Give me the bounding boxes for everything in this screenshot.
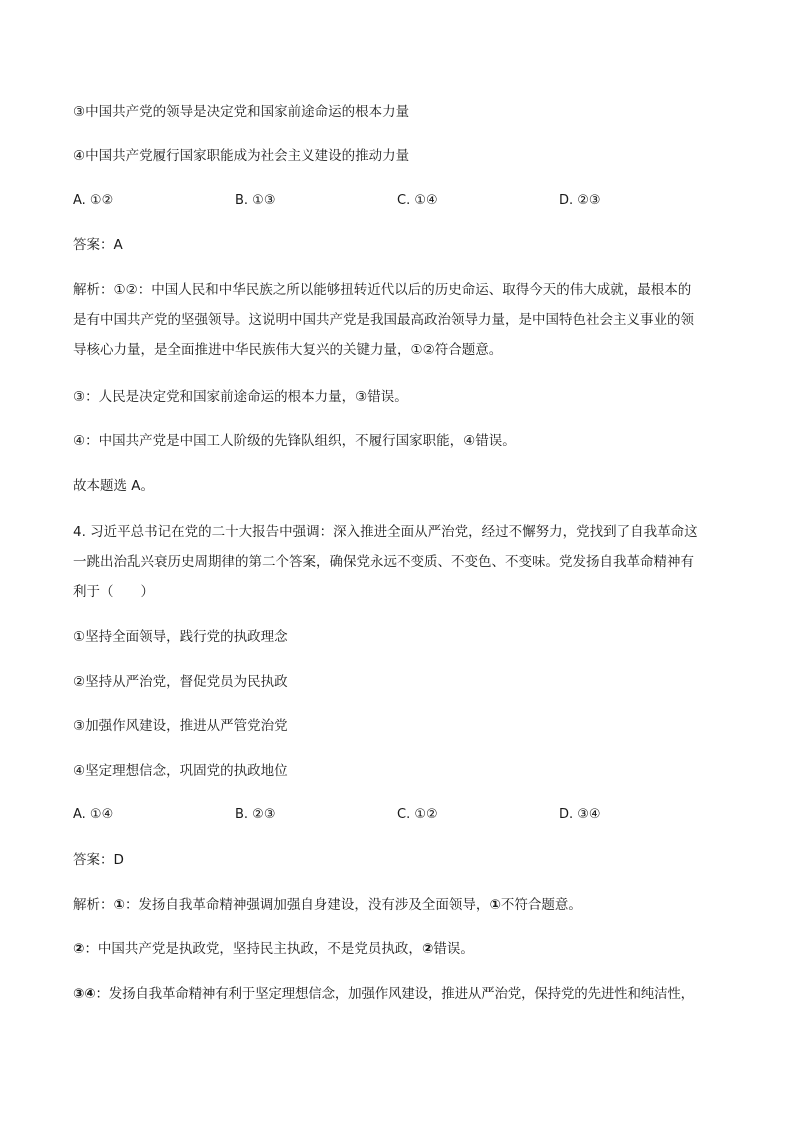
q4-analysis-num-1: ① (113, 897, 125, 913)
q4-analysis-prefix: 解析： (73, 897, 114, 913)
q4-analysis-point-34 (73, 985, 723, 1003)
q4-choice-c: C. ①② (397, 807, 438, 822)
q4-choices (73, 806, 723, 824)
q4-option-2: ②坚持从严治党，督促党员为民执政 (73, 674, 288, 690)
q4-stem-line-2: 一跳出治乱兴衰历史周期律的第二个答案，确保党永远不变质、不变色、不变味。党发扬自我革命精神有 (73, 554, 694, 570)
q3-choice-d: D. ②③ (559, 193, 601, 208)
q4-analysis-num-34: ③④ (73, 986, 96, 1002)
q4-analysis-num-2b: ② (421, 941, 434, 957)
q4-analysis-tail-2: 错误。 (433, 941, 474, 957)
q4-analysis-num-1b: ① (489, 897, 501, 913)
q4-option-3: ③加强作风建设，推进从严管党治党 (73, 718, 288, 734)
q4-answer: 答案：D (73, 852, 124, 868)
q3-analysis-paragraph (73, 275, 723, 365)
q4-analysis-tail-1: 不符合题意。 (500, 897, 582, 913)
q3-analysis-line-3: 导核心力量，是全面推进中华民族伟大复兴的关键力量，①②符合题意。 (73, 342, 503, 358)
q4-analysis-text-2: ：中国共产党是执政党，坚持民主执政，不是党员执政， (84, 941, 422, 957)
q4-stem-line-3: 利于（ ） (73, 584, 154, 600)
q4-stem-line-1: 4. 习近平总书记在党的二十大报告中强调：深入推进全面从严治党，经过不懈努力，党找到了自我革命这 (73, 524, 698, 540)
q3-answer: 答案：A (73, 237, 123, 253)
q3-conclusion: 故本题选 A。 (73, 478, 155, 494)
q3-choice-c: C. ①④ (397, 193, 438, 208)
q4-choice-b: B. ②③ (235, 807, 276, 822)
q3-option-4: ④中国共产党履行国家职能成为社会主义建设的推动力量 (73, 148, 410, 164)
q4-option-4: ④坚定理想信念，巩固党的执政地位 (73, 763, 288, 779)
q4-stem (73, 517, 723, 607)
q4-option-1: ①坚持全面领导，践行党的执政理念 (73, 629, 288, 645)
q4-choice-a: A. ①④ (73, 807, 114, 822)
q3-choices (73, 192, 723, 210)
q4-analysis-point-2 (73, 940, 723, 958)
q3-analysis-point-3: ③：人民是决定党和国家前途命运的根本力量，③错误。 (73, 389, 408, 405)
q3-analysis-line-1: 解析：①②：中国人民和中华民族之所以能够扭转近代以后的历史命运、取得今天的伟大成就，最根本的 (73, 282, 692, 298)
q3-choice-b: B. ①③ (235, 193, 276, 208)
q4-choice-d: D. ③④ (559, 807, 601, 822)
q4-analysis-text-1: ：发扬自我革命精神强调加强自身建设，没有涉及全面领导， (124, 897, 490, 913)
q3-choice-a: A. ①② (73, 193, 114, 208)
q3-analysis-point-4: ④：中国共产党是中国工人阶级的先锋队组织，不履行国家职能，④错误。 (73, 433, 516, 449)
q3-analysis-line-2: 是有中国共产党的坚强领导。这说明中国共产党是我国最高政治领导力量，是中国特色社会主义事业的领 (73, 312, 694, 328)
q4-analysis-num-2: ② (73, 941, 85, 957)
q4-analysis-text-34: ：发扬自我革命精神有利于坚定理想信念，加强作风建设，推进从严治党，保持党的先进性和纯洁性， (95, 986, 694, 1002)
q3-option-3: ③中国共产党的领导是决定党和国家前途命运的根本力量 (73, 104, 410, 120)
q4-analysis-point-1 (73, 896, 723, 914)
